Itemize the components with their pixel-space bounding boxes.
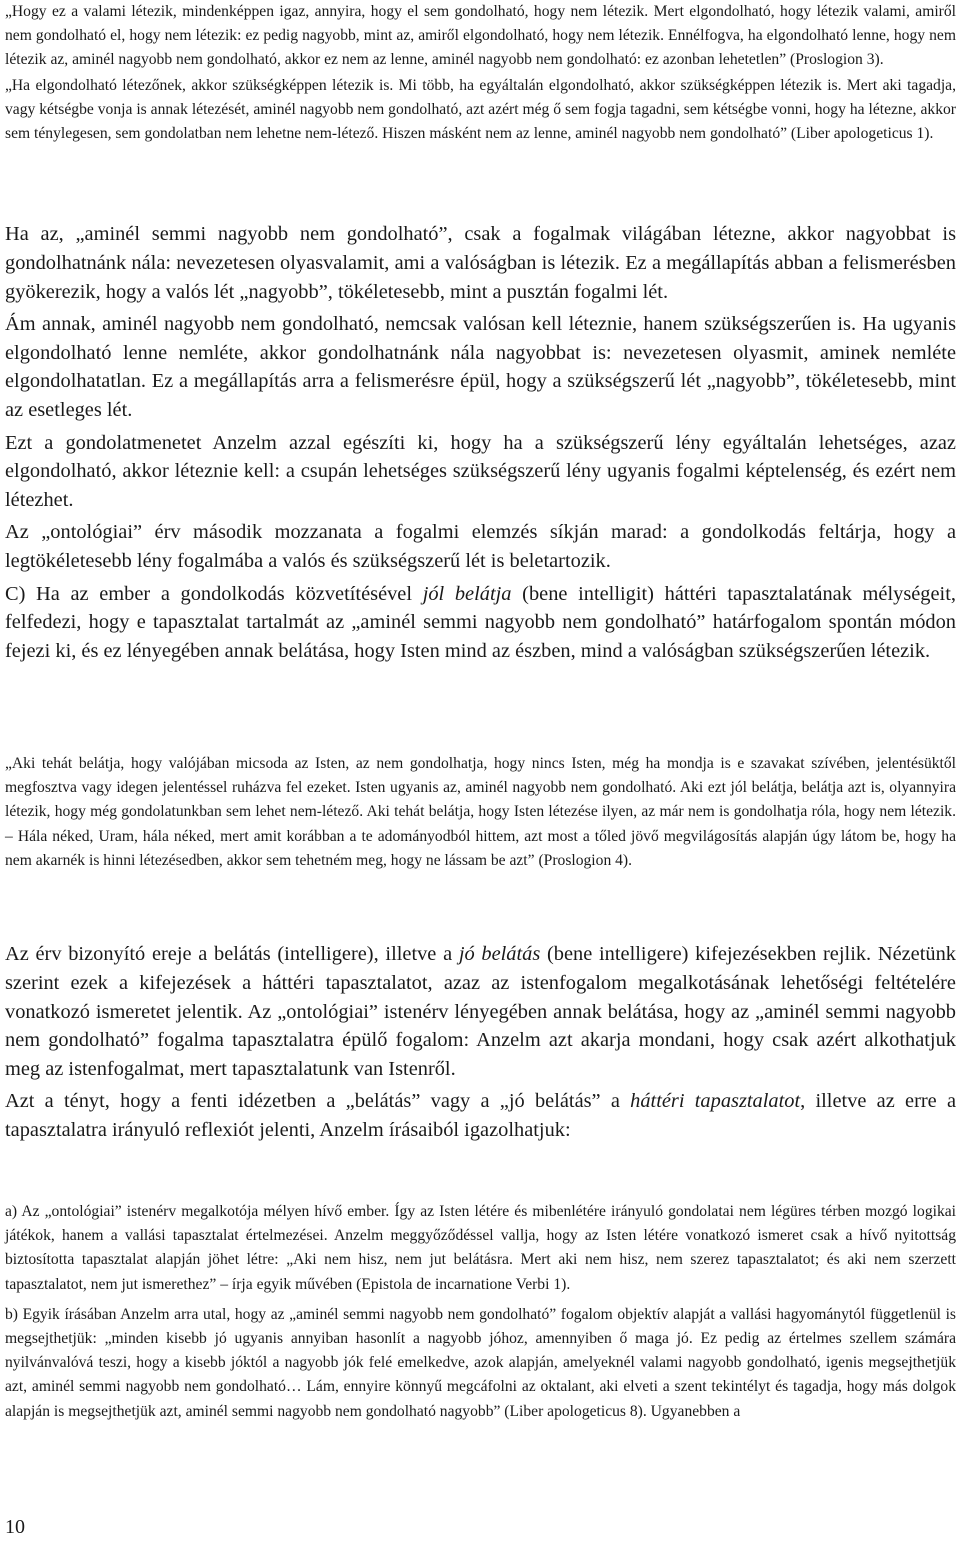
body-paragraph — [5, 1087, 956, 1145]
text-run: (bene intelligit) háttéri tapasztalatának mélységeit, felfedezi, hogy e tapasztalat tartalmát az „aminél semmi nagyobb nem gondolható” határfogalom spontán módon fejezi ki, és ez lényegében annak belátása, hogy Isten mind az észben, mind a valóságban szükségszerűen létezik. — [5, 582, 956, 663]
text-run: Azt a tényt, hogy a fenti idézetben a „belátás” vagy a „jó belátás” a — [5, 1090, 631, 1113]
text-run: C) Ha az ember a gondolkodás közvetítésével — [5, 582, 423, 605]
text-run: , illetve az erre a tapasztalatra irányuló reflexiót jelenti, Anzelm írásaiból igazolhatjuk: — [5, 1090, 956, 1142]
body-paragraph: Az „ontológiai” érv második mozzanata a fogalmi elemzés síkján marad: a gondolkodás feltárja, hogy a legtökéletesebb lény fogalmába a valós és szükségszerű lét is beletartozik. — [5, 521, 956, 573]
quote-paragraph: „Hogy ez a valami létezik, mindenképpen igaz, annyira, hogy el sem gondolható, hogy nem létezik. Mert elgondolható, hogy létezik valami, amiről nem gondolható el, hogy nem létezik: ez pedig nagyobb, mint az, amiről elgondolható, hogy nem létezik. Ennélfogva, ha elgondolható lenne, hogy nem létezik az, aminél nagyobb nem gondolható, akkor ez nem az lenne, aminél nagyobb nem gondolható: ez azonban lehetetlen” (Proslogion 3). — [5, 3, 956, 69]
page-number: 10 — [5, 1516, 25, 1538]
lettered-list — [5, 1200, 956, 1424]
list-item-b: b) Egyik írásában Anzelm arra utal, hogy az „aminél semmi nagyobb nem gondolható” fogalom objektív alapját a vallási hagyománytól függetlenül is megsejthetjük: „minden kisebb jó ugyanis annyiban hasonlít a nagyobb jóhoz, amennyiben ő maga jó. Ez pedig az értelmes szellem számára nyilvánvalóvá teszi, hogy a kisebb jóktól a nagyobb jók felé emelkedve, azok alapján, amelyeknél valami nagyobb gondolható, igenis megsejthetjük azt, aminél semmi nagyobb nem gondolható… Lám, ennyire könnyű megcáfolni az oktalant, aki elveti a szent tekintélyt és tagadja, hogy más dolgok alapján is megsejthetjük azt, aminél semmi nagyobb nem gondolható nagyobb” (Liber apologeticus 8). Ugyanebben a — [5, 1305, 956, 1420]
body-paragraph: Ha az, „aminél semmi nagyobb nem gondolható”, csak a fogalmak világában létezne, akkor nagyobbat is gondolhatnánk nála: nevezetesen olyasvalamit, ami a valóságban is létezik. Ez a megállapítás abban a felismerésben gyökerezik, hogy a valós lét „nagyobb”, tökéletesebb, mint a pusztán fogalmi lét. — [5, 223, 956, 303]
italic-emphasis: jó belátás — [458, 943, 541, 965]
body-paragraph — [5, 940, 956, 1084]
body-text-block-1 — [5, 220, 956, 666]
body-paragraph: Ám annak, aminél nagyobb nem gondolható, nemcsak valósan kell léteznie, hanem szükségszerűen is. Ha ugyanis elgondolható lenne nemléte, akkor gondolhatnánk nála nagyobbat is: nevezetesen olyasmit, aminek nemléte elgondolhatatlan. Ez a megállapítás arra a felismerésre épül, hogy a szükségszerű lét „nagyobb”, tökéletesebb, mint az esetleges lét. — [5, 312, 956, 422]
body-paragraph: Ezt a gondolatmenetet Anzelm azzal egészíti ki, hogy ha a szükségszerű lény egyáltalán lehetséges, azaz elgondolható, akkor léteznie kell: a csupán lehetséges szükségszerű lény ugyanis fogalmi képtelenség, és ezért nem létezhet. — [5, 431, 956, 512]
quote-paragraph: „Aki tehát belátja, hogy valójában micsoda az Isten, az nem gondolhatja, hogy nincs Isten, még ha mondja is e szavakat szívében, jelentésüktől megfosztva vagy idegen jelentéssel ruházva fel ezeket. Isten ugyanis az, aminél nagyobb nem gondolható. Aki ezt jól belátja, belátja azt is, olyannyira létezik, hogy még gondolatunkban sem lehet nem-létező. Aki tehát belátja, hogy Isten létezése ilyen, az már nem is gondolhatja róla, hogy nem létezik. – Hála néked, Uram, hála néked, mert amit korábban a te adományodból hittem, azt most a tőled jövő megvilágosítás alapján úgy látom be, hogy ha nem akarnék is hinni létezésedben, akkor sem tehetném meg, hogy ne lássam be azt” (Proslogion 4). — [5, 755, 956, 869]
list-item-a: a) Az „ontológiai” istenérv megalkotója mélyen hívő ember. Így az Isten létére és mibenlétére irányuló gondolatai nem légüres térben mozgó logikai játékok, hanem a vallási tapasztalat értelmezései. Anzelm meggyőződéssel vallja, hogy az Isten létére vonatkozó ismeret csak a hívő nyitottság biztosította tapasztalat alapján jöhet létre: „Aki nem hisz, nem jut belátásra. Mert aki nem hisz, nem szerez tapasztalatot; és aki nem szerzett tapasztalatot, nem jut ismerethez” – írja egyik művében (Epistola de incarnatione Verbi 1). — [5, 1203, 956, 1293]
quote-paragraph: „Ha elgondolható létezőnek, akkor szükségképpen létezik is. Mi több, ha egyáltalán elgondolható, akkor szükségképpen létezik is. Mert aki tagadja, vagy kétségbe vonja is annak létezését, aminél nagyobb nem gondolható, azt azért még ő sem fogja tagadni, sem kétségbe vonni, hogy ha létezne, akkor sem ténylegesen, sem gondolatban nem lehetne nem-létező. Hiszen másként nem az lenne, aminél nagyobb nem gondolható” (Liber apologeticus 1). — [5, 76, 956, 143]
text-run: Az érv bizonyító ereje a belátás (intelligere), illetve a — [5, 943, 459, 965]
quote-block-1 — [5, 0, 956, 146]
body-text-block-2 — [5, 940, 956, 1145]
body-paragraph — [5, 580, 956, 666]
italic-emphasis: háttéri tapasztalatot — [630, 1090, 801, 1113]
quote-block-2 — [5, 752, 956, 873]
text-run: (bene intelligere) kifejezésekben rejlik. Nézetünk szerint ezek a kifejezések a háttéri tapasztalatot, azaz az istenfogalom megalkotásának lehetőségi feltételére vonatkozó ismeretet jelentik. Az „ontológiai” istenérv lényegében annak belátása, hogy az „aminél semmi nagyobb nem gondolható” fogalma tapasztalatra épülő fogalom: Anzelm azt akarja mondani, hogy csak azért alkothatjuk meg az istenfogalmat, mert tapasztalatunk van Istenről. — [5, 943, 956, 1081]
italic-emphasis: jól belátja — [422, 582, 512, 605]
